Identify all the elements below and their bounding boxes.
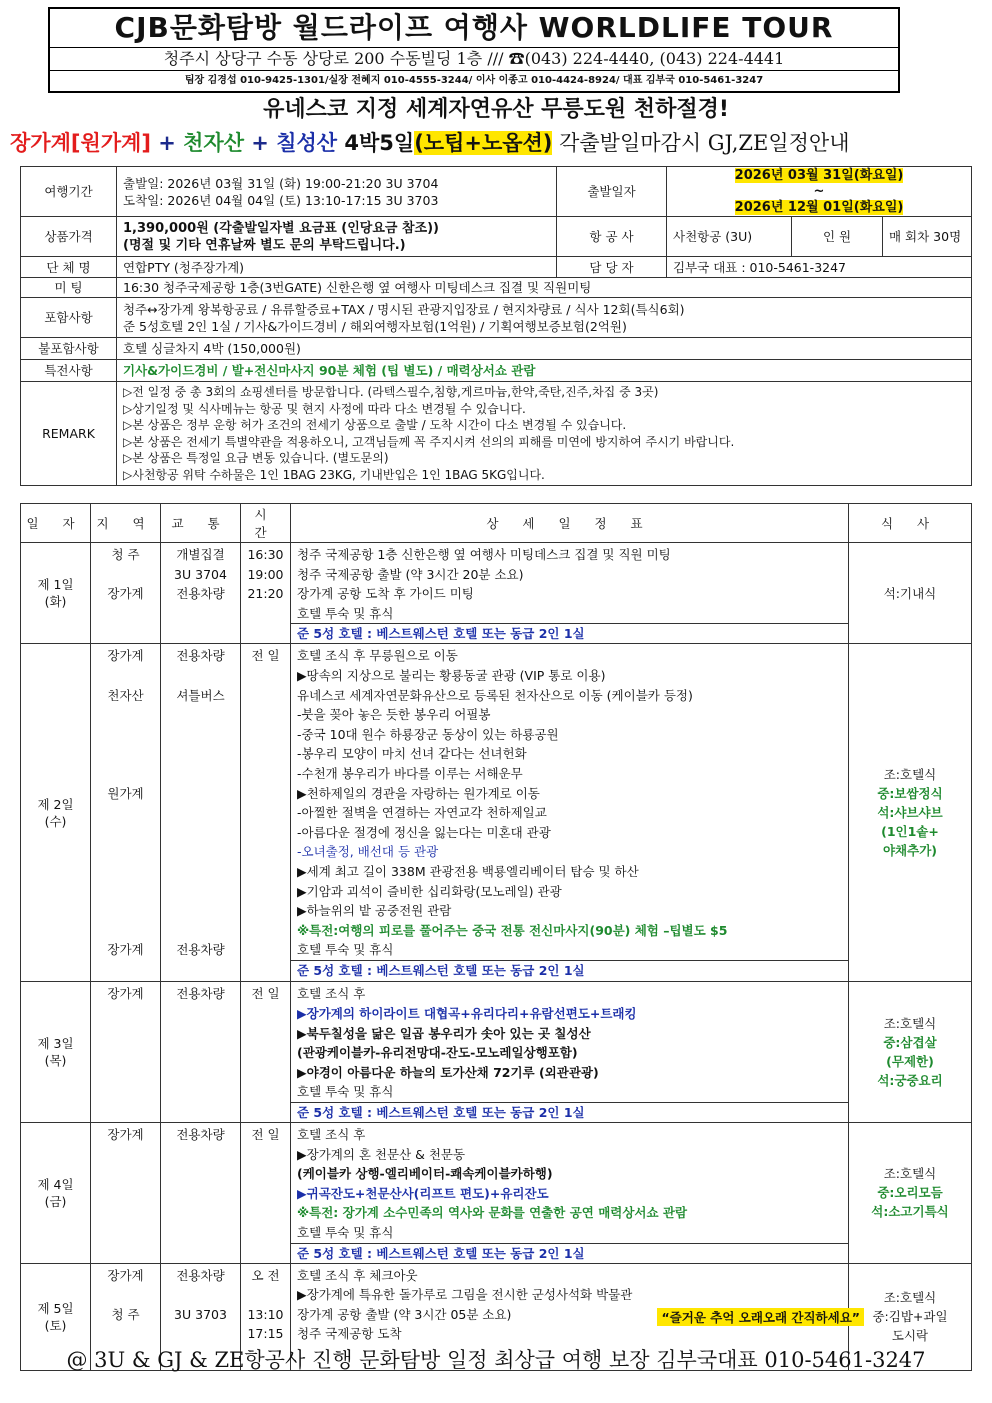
- remark-item: ▷본 상품은 특정일 요금 변동 있습니다. (별도문의): [123, 451, 389, 465]
- subtitle-note: 각출발일마감시 GJ,ZE일정안내: [552, 131, 850, 155]
- transport: [165, 960, 236, 980]
- col-header-itinerary: 상 세 일 정 표: [291, 504, 849, 543]
- itinerary-line: 청주 국제공항 도착: [297, 1326, 402, 1342]
- meal-cell: [849, 982, 972, 1123]
- itinerary-line: 호텔 조식 후 무릉원으로 이동: [297, 648, 458, 664]
- date-sep: ~: [813, 183, 825, 199]
- meal-item: 조:호텔식: [883, 1166, 937, 1182]
- time: 전 일: [251, 648, 280, 664]
- itinerary-line: 유네스코 세계자연문화유산으로 등록된 천자산으로 이동 (케이블카 등정): [297, 687, 693, 703]
- airline-value: 사천항공 (3U): [667, 217, 792, 257]
- date-from: 2026년 03월 31일(화요일): [734, 167, 904, 183]
- included-label: 포함사항: [21, 298, 117, 338]
- day-number: 제 1일: [37, 577, 74, 593]
- subtitle-zhangjiajie: 장가계[원가계]: [10, 131, 151, 155]
- meal-item: 조:호텔식: [883, 1016, 937, 1032]
- included-value: [117, 298, 972, 338]
- time: [245, 725, 286, 745]
- col-header-meals: 식 사: [849, 504, 972, 543]
- time: [245, 803, 286, 823]
- transport: 전용차량: [176, 986, 225, 1002]
- transport: 전용차량: [176, 586, 225, 602]
- time: [245, 960, 286, 980]
- meal-item: (1인1솥+: [881, 824, 939, 840]
- region: 청 주: [111, 1306, 140, 1322]
- region-cell: [91, 644, 161, 982]
- region: [95, 565, 156, 585]
- region-cell: [91, 1123, 161, 1264]
- tour-info-table: [20, 166, 972, 486]
- transport: [165, 901, 236, 921]
- transport: [165, 784, 236, 804]
- excluded-value: 호텔 싱글차지 4박 (150,000원): [117, 338, 972, 360]
- staff-contacts: 팀장 김경섭 010-9425-1301/실장 전혜지 010-4555-3244/ 이사 이종고 010-4424-8924/ 대표 김부국 010-5461-3247: [184, 75, 764, 86]
- day-label: [21, 1123, 91, 1264]
- meal-item: 석:궁중요리: [877, 1073, 943, 1089]
- itinerary-cell: [291, 644, 849, 982]
- itinerary-line: ▶북두칠성을 닮은 일곱 봉우리가 솟아 있는 곳 칠성산: [297, 1025, 591, 1041]
- tour-subtitle: [10, 127, 985, 157]
- transport: [165, 744, 236, 764]
- day-label: [21, 644, 91, 982]
- transport-cell: [161, 1123, 241, 1264]
- time: [245, 764, 286, 784]
- region: [95, 842, 156, 862]
- transport: [165, 842, 236, 862]
- time: [245, 666, 286, 686]
- itinerary-line: 호텔 조식 후 체크아웃: [297, 1267, 418, 1283]
- time: [245, 686, 286, 706]
- meal-item: 중:보쌈정식: [877, 786, 943, 802]
- region: 장가계: [107, 942, 144, 958]
- period-value: [117, 167, 557, 217]
- region: [95, 764, 156, 784]
- itinerary-line: ▶장가계의 혼 천문산 & 천문동: [297, 1146, 466, 1162]
- transport: [165, 666, 236, 686]
- day-row: [21, 1123, 972, 1264]
- itinerary-line: 호텔 투숙 및 휴식: [297, 1084, 394, 1100]
- transport-cell: [161, 644, 241, 982]
- col-header-region: 지 역: [91, 504, 161, 543]
- day-number: 제 4일: [37, 1176, 74, 1192]
- excluded-label: 불포함사항: [21, 338, 117, 360]
- day-number: 제 3일: [37, 1036, 74, 1052]
- itinerary-line: ▶야경이 아름다운 하늘의 토가산채 72기루 (외관관광): [297, 1064, 599, 1080]
- pax-value: 매 회차 30명: [883, 217, 972, 257]
- day-row: [21, 644, 972, 982]
- remark-item: ▷상기일정 및 식사메뉴는 항공 및 현지 사정에 따라 다소 변경될 수 있습니다.: [123, 401, 526, 416]
- price-value: [117, 217, 557, 257]
- itinerary-line: 청주 국제공항 1층 신한은행 옆 여행사 미팅데스크 집결 및 직원 미팅: [297, 547, 671, 562]
- transport: [165, 604, 236, 624]
- transport: [165, 764, 236, 784]
- region: 장가계: [107, 1267, 144, 1283]
- itinerary-line: 호텔 조식 후: [297, 1127, 366, 1143]
- depart-line: 출발일: 2026년 03월 31일 (화) 19:00-21:20 3U 3704: [123, 175, 439, 191]
- meal-item: 중:오리모듬: [877, 1185, 943, 1201]
- time-cell: [241, 543, 291, 644]
- day-number: 제 2일: [37, 796, 74, 812]
- time: 16:30: [247, 547, 284, 562]
- time: 19:00: [247, 566, 284, 582]
- itinerary-line: (관광케이블카-유리전망대-잔도-모노레일상행포함): [297, 1045, 578, 1061]
- arrive-line: 도착일: 2026년 04월 04일 (토) 13:10-17:15 3U 3703: [123, 192, 439, 208]
- day-weekday: (목): [44, 1053, 67, 1069]
- transport: [165, 862, 236, 882]
- itinerary-cell: [291, 982, 849, 1123]
- transport: [165, 882, 236, 902]
- col-header-time: 시 간: [241, 504, 291, 543]
- subtitle-duration: 4박5일: [337, 131, 415, 155]
- time: [245, 862, 286, 882]
- time: [245, 744, 286, 764]
- day-label: [21, 543, 91, 644]
- price-line2: (명절 및 기타 연휴날짜 별도 문의 부탁드립니다.): [123, 237, 406, 253]
- col-header-date: 일 자: [21, 504, 91, 543]
- region-cell: [91, 982, 161, 1123]
- itinerary-cell: [291, 543, 849, 644]
- itinerary-line: 호텔 투숙 및 휴식: [297, 1225, 394, 1240]
- region: 장가계: [107, 648, 144, 664]
- time: [245, 921, 286, 941]
- time-cell: [241, 1123, 291, 1264]
- hotel-line: 준 5성 호텔 : 베스트웨스턴 호텔 또는 동급 2인 1실: [291, 1243, 848, 1263]
- itinerary-line: ※특전: 장가계 소수민족의 역사와 문화를 연출한 공연 매력상서쇼 관람: [297, 1205, 688, 1221]
- subtitle-qixingshan: 칠성산: [276, 131, 338, 155]
- itinerary-line: -중국 10대 원수 하룡장군 동상이 있는 하룡공원: [297, 726, 559, 742]
- region: [95, 1285, 156, 1305]
- region: 원가계: [107, 785, 144, 801]
- itinerary-line: ▶장가계의 하이라이트 대협곡+유리다리+유람선편도+트래킹: [297, 1006, 637, 1022]
- col-header-transport: 교 통: [161, 504, 241, 543]
- day-label: [21, 982, 91, 1123]
- time: [245, 901, 286, 921]
- itinerary-line: ▶천하제일의 경관을 자랑하는 원가계로 이동: [297, 785, 540, 801]
- region: [95, 666, 156, 686]
- transport: [165, 725, 236, 745]
- day-weekday: (화): [44, 594, 67, 610]
- itinerary-line: ▶하늘위의 밭 공중전원 관람: [297, 903, 452, 919]
- itinerary-cell: [291, 1123, 849, 1264]
- time-cell: [241, 644, 291, 982]
- slogan: 유네스코 지정 세계자연유산 무릉도원 천하절경!: [263, 97, 729, 122]
- transport-cell: [161, 543, 241, 644]
- region: [95, 862, 156, 882]
- region: [95, 1324, 156, 1344]
- meal-item: 중:김밥+과일: [872, 1309, 948, 1325]
- meeting-label: 미 팅: [21, 278, 117, 298]
- time: 17:15: [247, 1326, 284, 1342]
- time: 오 전: [251, 1267, 280, 1283]
- region-cell: [91, 543, 161, 644]
- company-address: 청주시 상당구 수동 상당로 200 수동빌딩 1층 /// ☎(043) 224-4440, (043) 224-4441: [50, 48, 898, 71]
- itinerary-line: 호텔 투숙 및 휴식: [297, 942, 394, 958]
- transport: [165, 803, 236, 823]
- subtitle-plus: +: [244, 131, 277, 155]
- transport: 전용차량: [176, 942, 225, 958]
- region: 청 주: [111, 547, 140, 562]
- time: 21:20: [247, 586, 284, 602]
- date-to: 2026년 12월 01일(화요일): [734, 199, 904, 215]
- region: [95, 604, 156, 624]
- footer-contact: @ 3U & GJ & ZE항공사 진행 문화탐방 일정 최상급 여행 보장 김부국대표 010-5461-3247: [66, 1348, 926, 1372]
- day-row: [21, 543, 972, 644]
- region: [95, 744, 156, 764]
- time: [245, 784, 286, 804]
- itinerary-line: ▶장가계에 특유한 돌가루로 그림을 전시한 군성사석화 박물관: [297, 1287, 633, 1303]
- subtitle-notip: (노팁+노옵션): [414, 131, 553, 155]
- time: [245, 940, 286, 960]
- itinerary-line: -봉우리 모양이 마치 선녀 같다는 선녀헌화: [297, 746, 527, 762]
- subtitle-tianzishan: 천자산: [183, 131, 244, 155]
- itinerary-line: -오녀출정, 배선대 등 관광: [297, 844, 439, 860]
- meal-item: 석:소고기특식: [871, 1204, 949, 1220]
- region: [95, 803, 156, 823]
- region: 장가계: [107, 586, 144, 602]
- time: 13:10: [247, 1306, 284, 1322]
- itinerary-line: -아찔한 절벽을 연결하는 자연교각 천하제일교: [297, 805, 547, 821]
- transport-cell: [161, 982, 241, 1123]
- day-row: [21, 982, 972, 1123]
- time: 전 일: [251, 1127, 280, 1143]
- meal-item: 석:샤브샤브: [877, 805, 943, 821]
- region: [95, 725, 156, 745]
- itinerary-line: (케이블카 상행-엘리베이터-쾌속케이블카하행): [297, 1166, 553, 1182]
- meal-item: 도시락: [891, 1328, 929, 1344]
- region: [95, 823, 156, 843]
- depart-date-label: 출발일자: [557, 167, 667, 217]
- hotel-line: 준 5성 호텔 : 베스트웨스턴 호텔 또는 동급 2인 1실: [291, 623, 848, 643]
- transport: [165, 921, 236, 941]
- transport: 전용차량: [176, 1267, 225, 1283]
- time: [245, 604, 286, 624]
- transport: 3U 3704: [174, 566, 227, 582]
- group-label: 단 체 명: [21, 257, 117, 278]
- meal-item: 중:삼겹살: [883, 1035, 937, 1051]
- meeting-value: 16:30 청주국제공항 1층(3번GATE) 신한은행 옆 여행사 미팅데스크 집결 및 직원미팅: [117, 278, 972, 298]
- itinerary-table: [20, 503, 972, 1371]
- itinerary-line: ▶귀곡잔도+천문산사(리프트 편도)+유리잔도: [297, 1185, 549, 1201]
- manager-label: 담 당 자: [557, 257, 667, 278]
- special-label: 특전사항: [21, 360, 117, 382]
- company-header: [48, 7, 900, 93]
- meal-cell: [849, 543, 972, 644]
- depart-date-range: [667, 167, 972, 217]
- transport: 셔틀버스: [176, 687, 225, 703]
- price-label: 상품가격: [21, 217, 117, 257]
- day-weekday: (수): [44, 813, 67, 829]
- airline-label: 항 공 사: [557, 217, 667, 257]
- meal-item: 야채추가): [882, 843, 937, 859]
- meal-item: (무제한): [886, 1054, 934, 1070]
- group-value: 연합PTY (청주장가계): [117, 257, 557, 278]
- remark-item: ▷전 일정 중 총 3회의 쇼핑센터를 방문합니다. (라텍스필수,침향,게르마늄,한약,죽탄,진주,차집 중 3곳): [123, 385, 659, 399]
- remark-item: ▷사천항공 위탁 수하물은 1인 1BAG 23KG, 기내반입은 1인 1BAG 5KG입니다.: [123, 467, 545, 482]
- time: 전 일: [251, 986, 280, 1002]
- transport: 개별집결: [176, 547, 225, 562]
- manager-value: 김부국 대표 : 010-5461-3247: [667, 257, 972, 278]
- meal-item: 석:기내식: [883, 585, 937, 601]
- transport: 전용차량: [176, 648, 225, 664]
- region: 천자산: [107, 687, 144, 703]
- meal-cell: [849, 1123, 972, 1264]
- itinerary-line: ▶세계 최고 길이 338M 관광전용 백룡엘리베이터 탑승 및 하산: [297, 863, 639, 879]
- itinerary-line: 호텔 투숙 및 휴식: [297, 605, 394, 621]
- day-number: 제 5일: [37, 1300, 74, 1316]
- time: [245, 882, 286, 902]
- price-line1: 1,390,000원 (각출발일자별 요금표 (인당요금 참조)): [123, 220, 439, 236]
- itinerary-line: ▶땅속의 지상으로 불리는 황룡동굴 관광 (VIP 통로 이용): [297, 667, 606, 683]
- transport: [165, 1324, 236, 1344]
- itinerary-line: -아름다운 절경에 정신을 잃는다는 미혼대 관광: [297, 824, 551, 840]
- transport: [165, 1285, 236, 1305]
- transport: [165, 823, 236, 843]
- transport: 전용차량: [176, 1127, 225, 1143]
- time: [245, 1285, 286, 1305]
- itinerary-line: 청주 국제공항 출발 (약 3시간 20분 소요): [297, 566, 524, 582]
- meal-item: 조:호텔식: [883, 1290, 937, 1306]
- time: [245, 705, 286, 725]
- region: [95, 960, 156, 980]
- region: 장가계: [107, 1127, 144, 1143]
- region: [95, 882, 156, 902]
- day-weekday: (토): [44, 1317, 67, 1333]
- itinerary-line: 장가계 공항 출발 (약 3시간 05분 소요): [297, 1306, 512, 1322]
- meal-item: 조:호텔식: [883, 767, 937, 783]
- remark-item: ▷본 상품은 정부 운항 허가 조건의 전세기 상품으로 출발 / 도착 시간이 다소 변경될 수 있습니다.: [123, 418, 627, 432]
- region: [95, 705, 156, 725]
- remark-item: ▷본 상품은 전세기 특별약관을 적용하오니, 고객님들께 꼭 주지시켜 선의의 피해를 미연에 방지하여 주시기 바랍니다.: [123, 434, 735, 449]
- time: [245, 823, 286, 843]
- itinerary-line: 장가계 공항 도착 후 가이드 미팅: [297, 586, 474, 602]
- day-weekday: (금): [44, 1193, 67, 1209]
- hotel-line: 준 5성 호텔 : 베스트웨스턴 호텔 또는 동급 2인 1실: [291, 1102, 848, 1122]
- transport: [165, 705, 236, 725]
- meal-cell: [849, 644, 972, 982]
- itinerary-line: 호텔 조식 후: [297, 986, 366, 1002]
- remark-list: [117, 382, 972, 486]
- closing-message: “즐거운 추억 오래오래 간직하세요”: [657, 1308, 864, 1326]
- itinerary-line: ※특전:여행의 피로를 풀어주는 중국 전통 전신마사지(90분) 체험 –팁별도 $5: [297, 922, 728, 938]
- time-cell: [241, 982, 291, 1123]
- transport: 3U 3703: [174, 1306, 227, 1322]
- pax-label: 인 원: [792, 217, 883, 257]
- included-line: 준 5성호텔 2인 1실 / 기사&가이드경비 / 해외여행자보험(1억원) / 기획여행보증보험(2억원): [123, 318, 627, 334]
- itinerary-line: -붓을 꽂아 놓은 듯한 봉우리 어필봉: [297, 707, 491, 723]
- itinerary-line: ▶기암과 괴석이 즐비한 십리화랑(모노레일) 관광: [297, 883, 562, 899]
- region: [95, 901, 156, 921]
- special-value: 기사&가이드경비 / 발+전신마사지 90분 체험 (팁 별도) / 매력상서쇼 관람: [117, 360, 972, 382]
- hotel-line: 준 5성 호텔 : 베스트웨스턴 호텔 또는 동급 2인 1실: [291, 960, 848, 980]
- time: [245, 842, 286, 862]
- included-line: 청주↔장가계 왕복항공료 / 유류할증료+TAX / 명시된 관광지입장료 / 현지차량료 / 식사 12회(특식6회): [123, 301, 685, 317]
- remark-label: REMARK: [21, 382, 117, 486]
- region: [95, 921, 156, 941]
- company-title: CJB문화탐방 월드라이프 여행사 WORLDLIFE TOUR: [50, 9, 898, 48]
- region: 장가계: [107, 986, 144, 1002]
- itinerary-line: -수천개 봉우리가 바다를 이루는 서해운무: [297, 765, 523, 781]
- period-label: 여행기간: [21, 167, 117, 217]
- subtitle-plus: +: [150, 131, 184, 155]
